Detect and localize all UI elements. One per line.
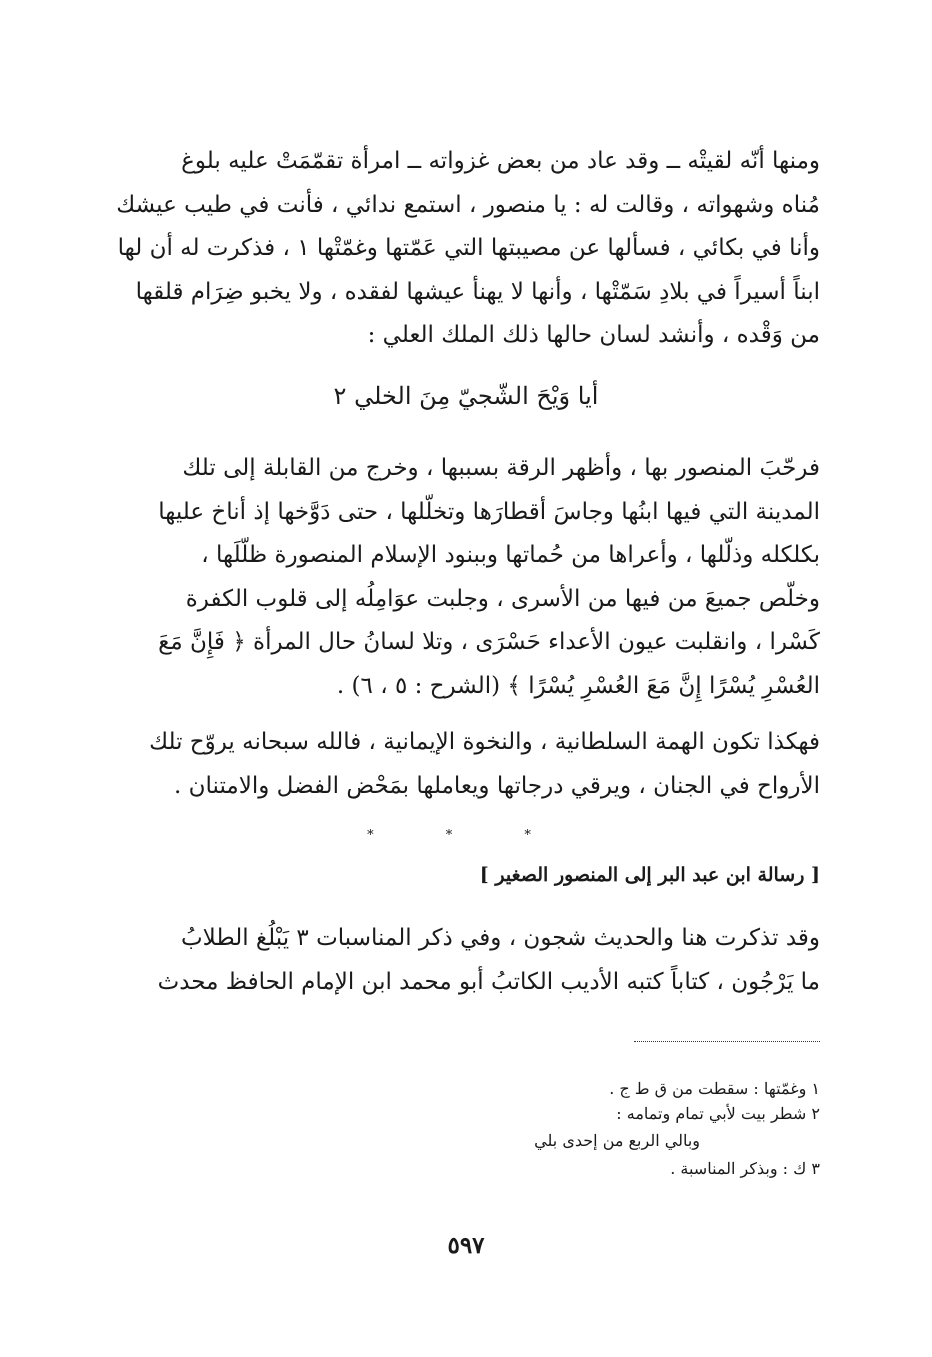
text-line: وقد تذكرت هنا والحديث شجون ، وفي ذكر المناسبات ٣ يَبْلُغ الطلابُ: [180, 925, 820, 951]
text-line: مُناه وشهواته ، وقالت له : يا منصور ، استمع ندائي ، فأنت في طيب عيشك: [116, 191, 820, 218]
footnote-3: ٣ ك : وبذكر المناسبة .: [670, 1159, 820, 1178]
text-line: المدينة التي فيها ابنُها وجاسَ أقطارَها وتخلّلها ، حتى دَوَّخها إذ أناخ عليها: [158, 498, 820, 525]
text-line: الأرواح في الجنان ، ويرقي درجاتها ويعاملها بمَحْض الفضل والامتنان .: [174, 772, 820, 799]
section-separator: * * *: [367, 828, 565, 843]
footnote-2-verse: وبالي الربع من إحدى بلي: [534, 1131, 700, 1150]
page-number: ٥٩٧: [447, 1232, 485, 1259]
poem-verse: أيا وَيْحَ الشّجيّ مِنَ الخلي ٢: [333, 382, 599, 410]
footnote-1: ١ وغمّتها : سقطت من ق ط ج .: [609, 1079, 820, 1098]
text-line: وأنا في بكائي ، فسألها عن مصيبتها التي عَمّتها وغمّتْها ١ ، فذكرت له أن لها: [117, 235, 820, 261]
text-line: ومنها أنّه لقيتْه ــ وقد عاد من بعض غزواته ــ امرأة تقمّمَتْ عليه بلوغ: [181, 148, 820, 174]
footnote-divider: [634, 1041, 820, 1042]
text-line: فرحّبَ المنصور بها ، وأظهر الرقة بسببها ، وخرج من القابلة إلى تلك: [182, 455, 820, 481]
text-line: كَسْرا ، وانقلبت عيون الأعداء حَسْرَى ، وتلا لسانُ حال المرأة ﴿ فَإِنَّ مَعَ: [158, 629, 820, 655]
text-line: من وَقْده ، وأنشد لسان حالها ذلك الملك العلي :: [367, 322, 820, 348]
text-line: بكلكله وذلّلها ، وأعراها من حُماتها وببنود الإسلام المنصورة ظلّلَها ،: [201, 542, 820, 568]
text-line: ابناً أسيراً في بلادِ سَمّتْها ، وأنها لا يهنأ عيشها لفقده ، ولا يخبو ضِرَام قلقها: [135, 278, 820, 305]
paragraph-1: [112, 140, 820, 358]
footnote-2: ٢ شطر بيت لأبي تمام وتمامه :: [616, 1104, 820, 1123]
footnotes: [112, 1076, 820, 1181]
paragraph-4: [112, 917, 820, 1004]
text-line: فهكذا تكون الهمة السلطانية ، والنخوة الإيمانية ، فالله سبحانه يروّح تلك: [149, 729, 820, 755]
text-line: ما يَرْجُون ، كتاباً كتبه الأديب الكاتبُ أبو محمد ابن الإمام الحافظ محدث: [157, 968, 820, 995]
paragraph-3: [112, 721, 820, 808]
text-line: وخلّص جميعَ من فيها من الأسرى ، وجلبت عوَامِلُه إلى قلوب الكفرة: [185, 585, 820, 612]
text-line: العُسْرِ يُسْرًا إِنَّ مَعَ العُسْرِ يُسْرًا ﴾ (الشرح : ٥ ، ٦) .: [336, 672, 820, 699]
section-heading: [ رسالة ابن عبد البر إلى المنصور الصغير ]: [479, 864, 820, 886]
paragraph-2: [112, 447, 820, 708]
